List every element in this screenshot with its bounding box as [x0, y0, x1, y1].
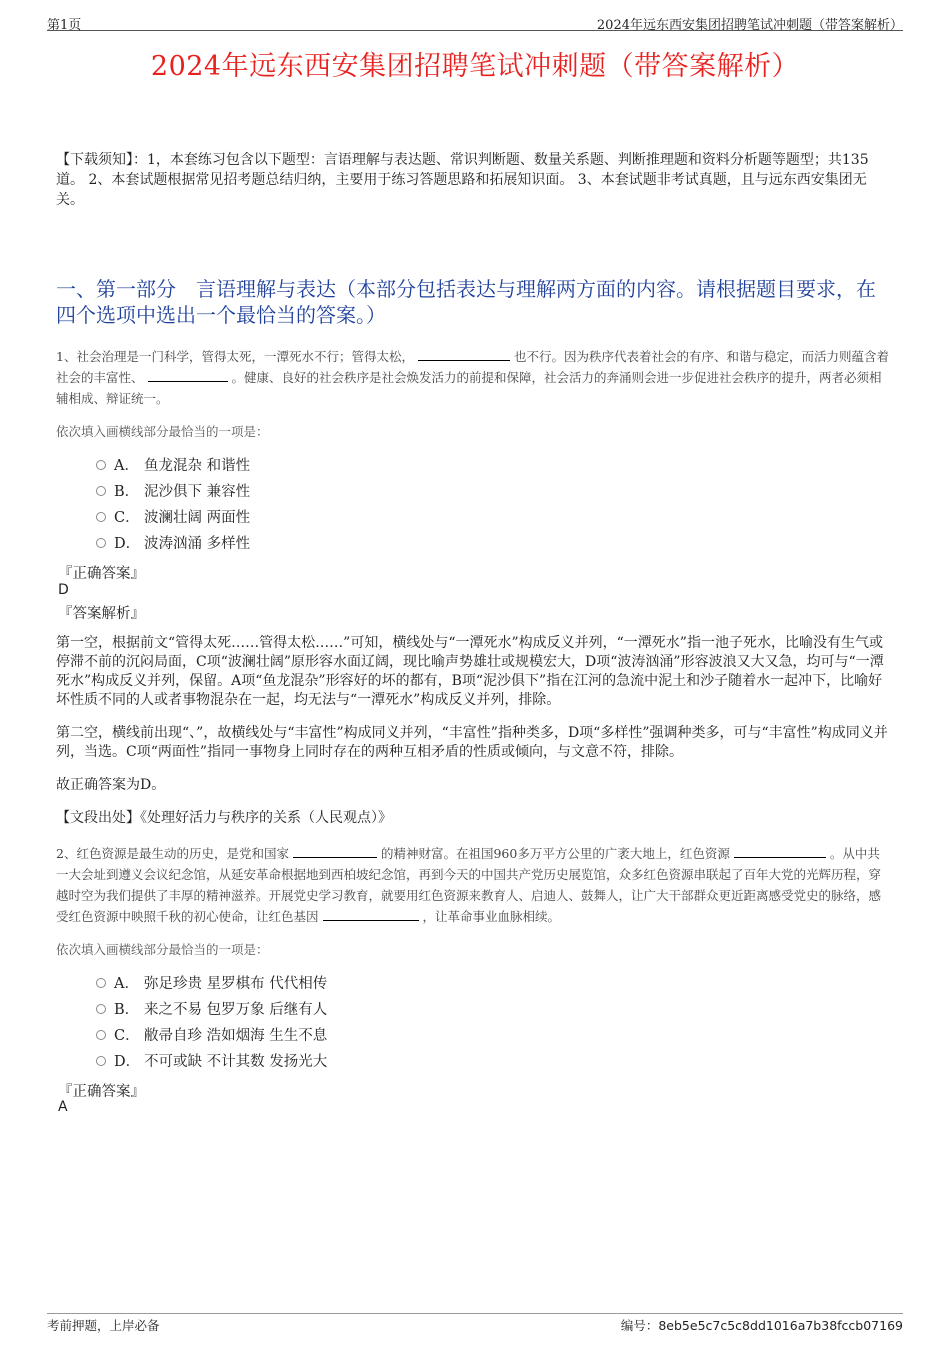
option-b[interactable]: B． 泥沙俱下 兼容性 — [96, 479, 250, 505]
radio-icon[interactable] — [96, 1056, 106, 1066]
fill-blank — [418, 346, 510, 361]
fill-blank — [323, 906, 419, 921]
option-d[interactable]: D． 波涛汹涌 多样性 — [96, 531, 250, 557]
footer-slogan: 考前押题，上岸必备 — [47, 1318, 160, 1333]
radio-icon[interactable] — [96, 460, 106, 470]
option-c[interactable]: C． 波澜壮阔 两面性 — [96, 505, 250, 531]
fill-blank — [734, 843, 826, 858]
radio-icon[interactable] — [96, 486, 106, 496]
header-doc-title: 2024年远东西安集团招聘笔试冲刺题（带答案解析） — [596, 18, 903, 33]
radio-icon[interactable] — [96, 1004, 106, 1014]
radio-icon[interactable] — [96, 1030, 106, 1040]
section-description: 言语理解与表达（本部分包括表达与理解两方面的内容。请根据题目要求，在四个选项中选出一个最恰当的答案。） — [56, 277, 876, 327]
correct-answer-label: 『正确答案』 — [58, 566, 145, 582]
page-title: 2024年远东西安集团招聘笔试冲刺题（带答案解析） — [150, 51, 800, 82]
option-b[interactable]: B． 来之不易 包罗万象 后继有人 — [96, 997, 327, 1023]
option-c[interactable]: C． 敝帚自珍 浩如烟海 生生不息 — [96, 1023, 327, 1049]
option-a[interactable]: A． 鱼龙混杂 和谐性 — [96, 453, 250, 479]
analysis-paragraph: 第一空，根据前文“管得太死……管得太松……”可知，横线处与“一潭死水”构成反义并列，“一潭死水”指一池子死水，比喻没有生气或停滞不前的沉闷局面，C项“波澜壮阔”原形容水面辽阔，现比喻声势雄壮或规模宏大，D项“波涛汹涌”形容波浪又大又急，均可与“一潭死水”构成反义并列，保留。A项“鱼龙混杂”形容好的坏的都有，B项“泥沙俱下”指在江河的急流中泥土和沙子随着水一起冲下，比喻好坏性质不同的人或者事物混杂在一起，均无法与“一潭死水”构成反义并列，排除。 — [56, 635, 884, 708]
source-citation: 【文段出处】《处理好活力与秩序的关系（人民观点）》 — [56, 810, 392, 826]
question-2-hint: 依次填入画横线部分最恰当的一项是： — [56, 942, 269, 957]
radio-icon[interactable] — [96, 978, 106, 988]
download-notice: 【下载须知】：1，本套练习包含以下题型：言语理解与表达题、常识判断题、数量关系题、判断推理题和资料分析题等题型；共135道。 2、本套试题根据常见招考题总结归纳，主要用于练习答题思路和拓展知识面。 3、本套试题非考试真题，且与远东西安集团无关。 — [56, 152, 869, 208]
question-2-options — [96, 971, 327, 1075]
section-heading — [56, 276, 890, 328]
correct-answer-value: A — [58, 1099, 68, 1115]
question-1-stem: 1、社会治理是一门科学，管得太死，一潭死水不行；管得太松， 也不行。因为秩序代表着社会的有序、和谐与稳定，而活力则蕴含着社会的丰富性、 。健康、良好的社会秩序是社会焕发活力的前提和保障，社会活力的奔涌则会进一步促进社会秩序的提升，两者必须相辅相成、辩证统一。 — [56, 346, 890, 409]
analysis-label: 『答案解析』 — [58, 606, 145, 622]
correct-answer-label: 『正确答案』 — [58, 1084, 145, 1100]
question-1-options — [96, 453, 250, 557]
document-code: 编号：8eb5e5c7c5c8dd1016a7b38fccb07169 — [620, 1318, 903, 1333]
analysis-paragraph: 第二空，横线前出现“、”，故横线处与“丰富性”构成同义并列，“丰富性”指种类多，D项“多样性”强调种类多，可与“丰富性”构成同义并列，当选。C项“两面性”指同一事物身上同时存在的两种互相矛盾的性质或倾向，与文意不符，排除。 — [56, 725, 888, 760]
page-header — [47, 0, 903, 31]
page-number: 第1页 — [47, 18, 82, 33]
section-number: 一、第一部分 — [56, 277, 176, 301]
page-footer — [47, 1313, 903, 1334]
fill-blank — [293, 843, 377, 858]
question-2-stem: 2、红色资源是最生动的历史，是党和国家 的精神财富。在祖国960多万平方公里的广袤大地上，红色资源 。从中共一大会址到遵义会议纪念馆，从延安革命根据地到西柏坡纪念馆，再到今天的中国共产党历史展览馆，众多红色资源串联起了百年大党的光辉历程，穿越时空为我们提供了丰厚的精神滋养。开展党史学习教育，就要用红色资源来教育人、启迪人、鼓舞人，让广大干部群众更近距离感受党史的脉络，感受红色资源中映照千秋的初心使命，让红色基因 ，让革命事业血脉相续。 — [56, 843, 890, 927]
radio-icon[interactable] — [96, 538, 106, 548]
option-a[interactable]: A． 弥足珍贵 星罗棋布 代代相传 — [96, 971, 327, 997]
option-d[interactable]: D． 不可或缺 不计其数 发扬光大 — [96, 1049, 327, 1075]
correct-answer-value: D — [58, 582, 69, 598]
fill-blank — [148, 367, 228, 382]
analysis-conclusion: 故正确答案为D。 — [56, 777, 166, 793]
question-1-hint: 依次填入画横线部分最恰当的一项是： — [56, 424, 269, 439]
radio-icon[interactable] — [96, 512, 106, 522]
